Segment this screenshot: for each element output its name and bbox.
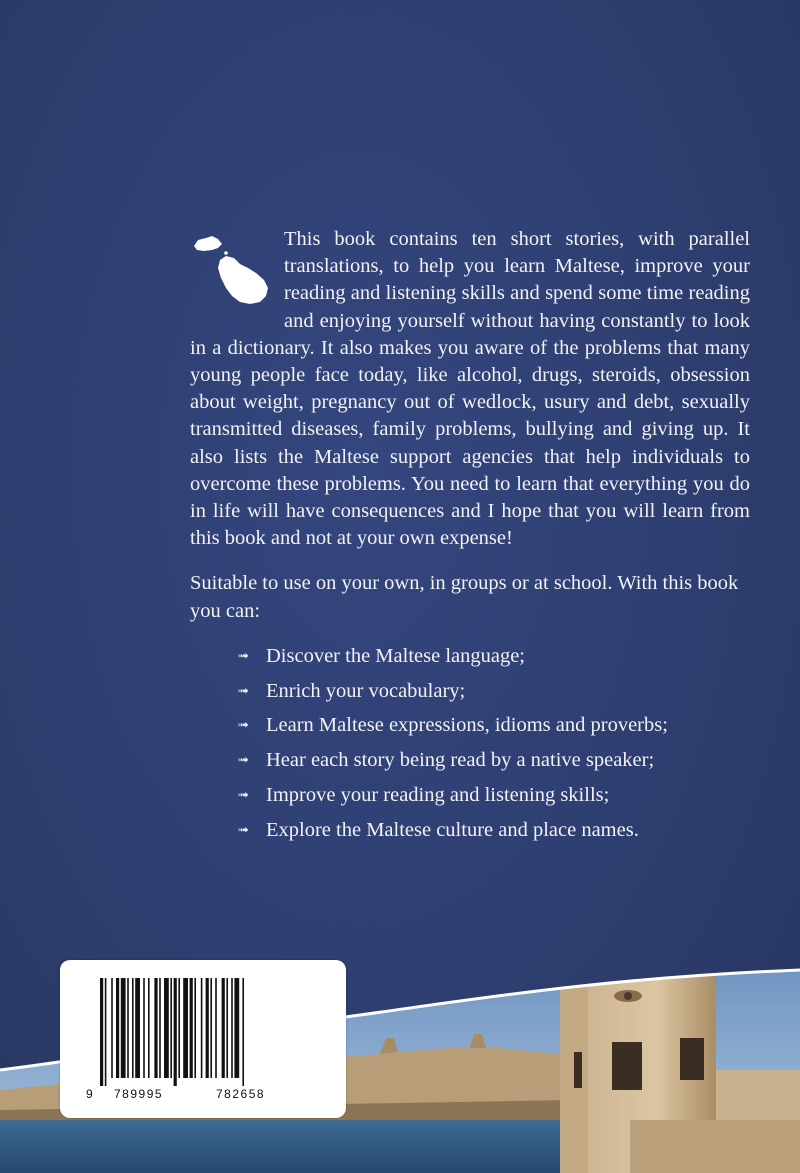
barcode-bar xyxy=(100,978,103,1086)
feature-text: Learn Maltese expressions, idioms and proverbs; xyxy=(266,714,668,737)
list-item xyxy=(238,817,750,846)
list-item xyxy=(238,782,750,811)
malta-map-icon xyxy=(188,226,278,310)
barcode-bar xyxy=(231,978,233,1078)
barcode-bar xyxy=(135,978,140,1078)
list-item xyxy=(238,643,750,672)
barcode-bar xyxy=(226,978,228,1078)
barcode-bar xyxy=(105,978,107,1086)
isbn-barcode xyxy=(60,960,346,1118)
barcode-bar xyxy=(164,978,169,1078)
feature-text: Improve your reading and listening skills; xyxy=(266,784,610,807)
arrow-right-icon: ➟ xyxy=(238,753,249,769)
list-item xyxy=(238,712,750,741)
barcode-bar xyxy=(234,978,239,1078)
barcode-digits-left: 789995 xyxy=(114,1087,164,1101)
barcode-bar xyxy=(127,978,129,1078)
list-item xyxy=(238,678,750,707)
arrow-right-icon: ➟ xyxy=(238,822,249,838)
arrow-right-icon: ➟ xyxy=(238,683,249,699)
arrow-right-icon: ➟ xyxy=(238,788,249,804)
barcode-bar xyxy=(215,978,217,1078)
usage-paragraph: Suitable to use on your own, in groups or at school. With this book you can: xyxy=(190,572,739,622)
barcode-bar xyxy=(121,978,126,1078)
barcode-bar xyxy=(222,978,225,1078)
barcode-digit-lead: 9 xyxy=(86,1087,95,1101)
feature-text: Enrich your vocabulary; xyxy=(266,679,466,702)
barcode-bar xyxy=(201,978,203,1078)
barcode-bar xyxy=(174,978,177,1086)
barcode-bar xyxy=(143,978,145,1078)
feature-list xyxy=(238,643,750,846)
feature-text: Discover the Maltese language; xyxy=(266,644,526,667)
barcode-bar xyxy=(178,978,180,1078)
barcode-bar xyxy=(242,978,244,1086)
barcode-digits-right: 782658 xyxy=(216,1087,266,1101)
barcode-bar xyxy=(132,978,134,1078)
barcode-bar xyxy=(206,978,209,1078)
barcode-bar xyxy=(111,978,113,1078)
barcode-bar xyxy=(159,978,161,1078)
barcode-bar xyxy=(210,978,212,1078)
barcode-bar xyxy=(183,978,188,1078)
barcode-bar xyxy=(190,978,193,1078)
barcode-bar xyxy=(170,978,172,1078)
barcode-bar xyxy=(148,978,150,1078)
barcode-bar xyxy=(116,978,119,1078)
barcode-bar xyxy=(194,978,196,1078)
barcode-bar xyxy=(154,978,157,1078)
arrow-right-icon: ➟ xyxy=(238,648,249,664)
feature-text: Hear each story being read by a native speaker; xyxy=(266,749,655,772)
blurb xyxy=(190,226,750,852)
feature-text: Explore the Maltese culture and place names. xyxy=(266,818,639,841)
description-paragraph: This book contains ten short stories, with parallel translations, to help you learn Maltese, improve your reading and listening skills and spend some time reading and enjoying yourself without having constantly to look in a dictionary. It also makes you aware of the problems that many young people face today, like alcohol, drugs, steroids, obsession about weight, pregnancy out of wedlock, usury and debt, sexually transmitted diseases, family problems, bullying and giving up. It also lists the Maltese support agencies that help individuals to overcome these problems. You need to learn that everything you do in life will have consequences and I hope that you will learn from this book and not at your own expense! xyxy=(190,228,750,550)
arrow-right-icon: ➟ xyxy=(238,718,249,734)
list-item xyxy=(238,747,750,776)
